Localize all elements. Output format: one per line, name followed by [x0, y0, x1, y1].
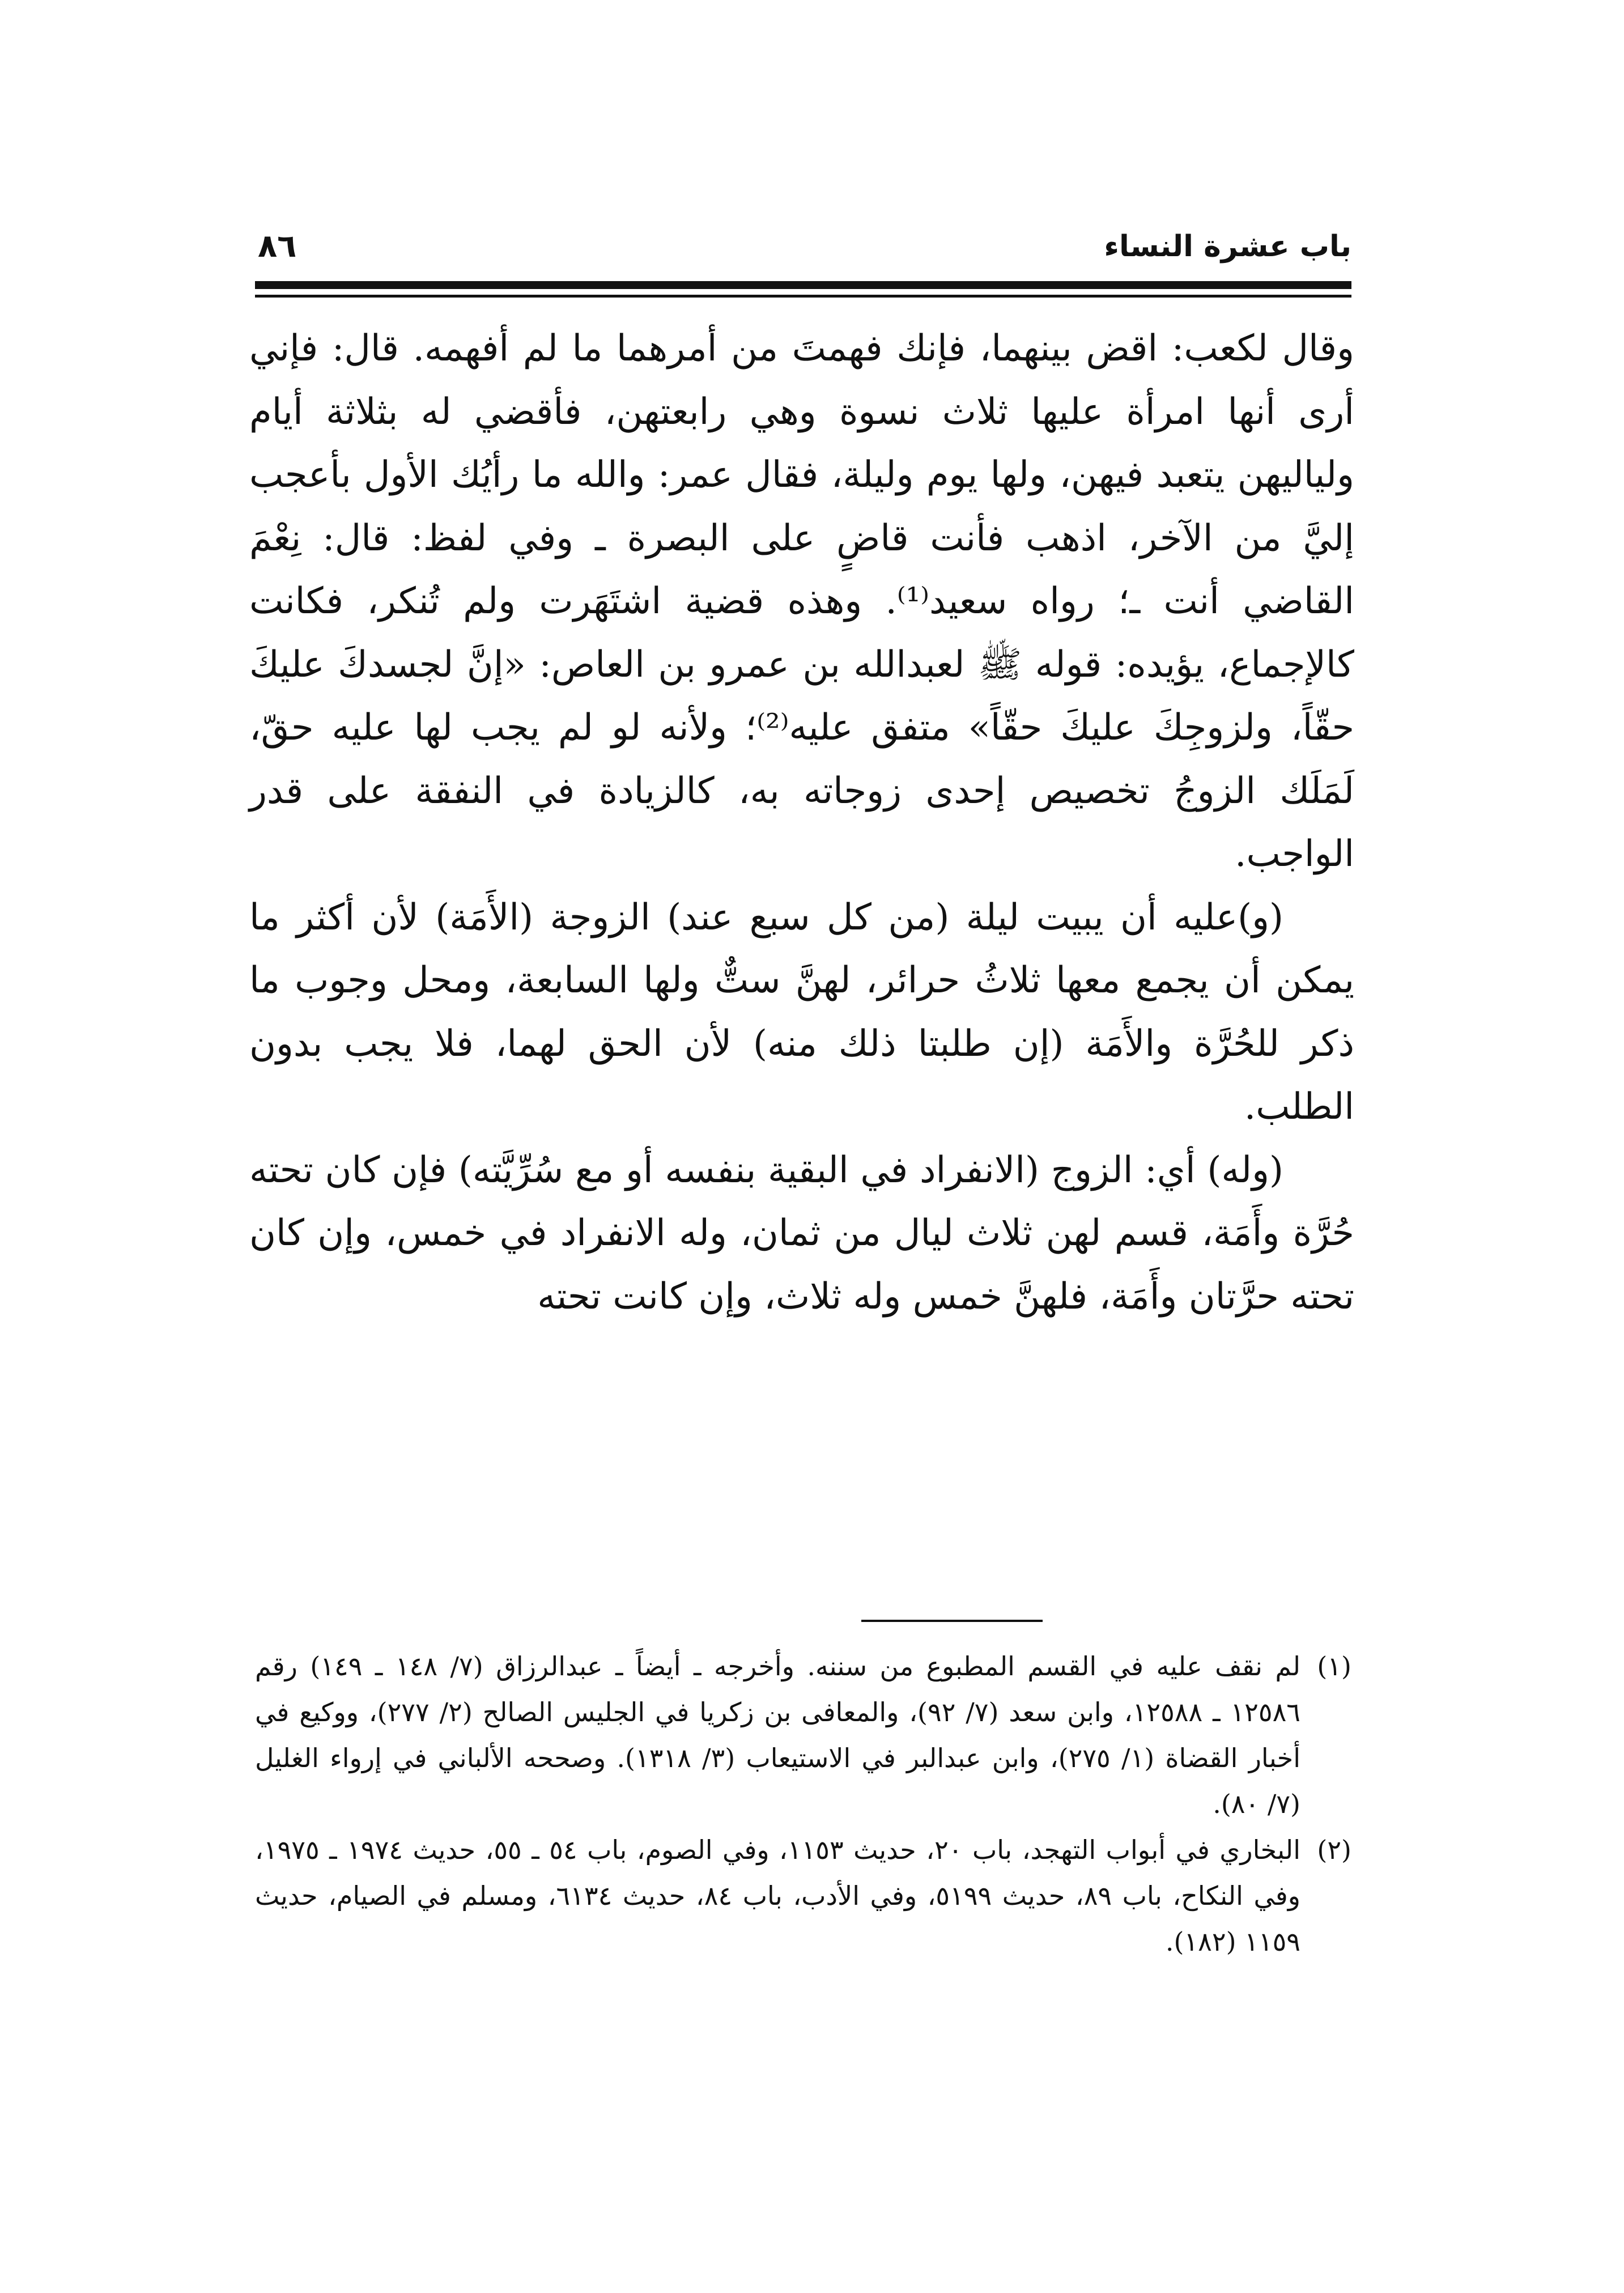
running-header — [258, 224, 1351, 269]
page-number: ٨٦ — [258, 228, 297, 265]
footnote-separator — [861, 1620, 1043, 1622]
footnote-number: (١) — [1317, 1651, 1351, 1681]
header-rule-thick — [255, 281, 1351, 289]
footnote-item — [255, 1644, 1351, 1827]
main-text — [249, 317, 1354, 1328]
paragraph: (و)عليه أن يبيت ليلة (من كل سبع عند) الزوجة (الأَمَة) لأن أكثر ما يمكن أن يجمع معها ثلاثُ حرائر، لهنَّ ستٌّ ولها السابعة، ومحل وجوب ما ذكر للحُرَّة والأَمَة (إن طلبتا ذلك منه) لأن الحق لهما، فلا يجب بدون الطلب. — [249, 896, 1354, 1128]
footnote-text: البخاري في أبواب التهجد، باب ٢٠، حديث ١١٥٣، وفي الصوم، باب ٥٤ ـ ٥٥، حديث ١٩٧٤ ـ ١٩٧٥، وفي النكاح، باب ٨٩، حديث ٥١٩٩، وفي الأدب، باب ٨٤، حديث ٦١٣٤، ومسلم في الصيام، حديث ١١٥٩ (١٨٢). — [255, 1835, 1300, 1957]
footnote-number: (٢) — [1317, 1835, 1351, 1865]
paragraph: وقال لكعب: اقض بينهما، فإنك فهمتَ من أمرهما ما لم أفهمه. قال: فإني أرى أنها امرأة عليها ثلاث نسوة وهي رابعتهن، فأقضي له بثلاثة أيام ولياليهن يتعبد فيهن، ولها يوم وليلة، فقال عمر: والله ما رأيُك الأول بأعجب إليَّ من الآخر، اذهب فأنت قاضٍ على البصرة ـ وفي لفظ: قال: نِعْمَ القاضي أنت ـ؛ رواه سعيد⁽¹⁾. وهذه قضية اشتَهَرت ولم تُنكر، فكانت كالإجماع، يؤيده: قوله ﷺ لعبدالله بن عمرو بن العاص: «إنَّ لجسدكَ عليكَ حقّاً، ولزوجِكَ عليكَ حقّاً» متفق عليه⁽²⁾؛ ولأنه لو لم يجب لها عليه حقّ، لَمَلَك الزوجُ تخصيص إحدى زوجاته به، كالزيادة في النفقة على قدر الواجب. — [249, 328, 1355, 875]
footnotes — [255, 1644, 1351, 1965]
paragraph: (وله) أي: الزوج (الانفراد في البقية بنفسه أو مع سُرِّيَّته) فإن كان تحته حُرَّة وأَمَة، قسم لهن ثلاث ليال من ثمان، وله الانفراد في خمس، وإن كان تحته حرَّتان وأَمَة، فلهنَّ خمس وله ثلاث، وإن كانت تحته — [249, 1149, 1354, 1318]
chapter-title: باب عشرة النساء — [1104, 230, 1351, 264]
header-rule-thin — [255, 295, 1351, 298]
footnote-text: لم نقف عليه في القسم المطبوع من سننه. وأخرجه ـ أيضاً ـ عبدالرزاق (٧/ ١٤٨ ـ ١٤٩) رقم ١٢٥٨٦ ـ ١٢٥٨٨، وابن سعد (٧/ ٩٢)، والمعافى بن زكريا في الجليس الصالح (٢/ ٢٧٧)، ووكيع في أخبار القضاة (١/ ٢٧٥)، وابن عبدالبر في الاستيعاب (٣/ ١٣١٨). وصححه الألباني في إرواء الغليل (٧/ ٨٠). — [255, 1651, 1301, 1819]
footnote-item — [255, 1827, 1351, 1965]
